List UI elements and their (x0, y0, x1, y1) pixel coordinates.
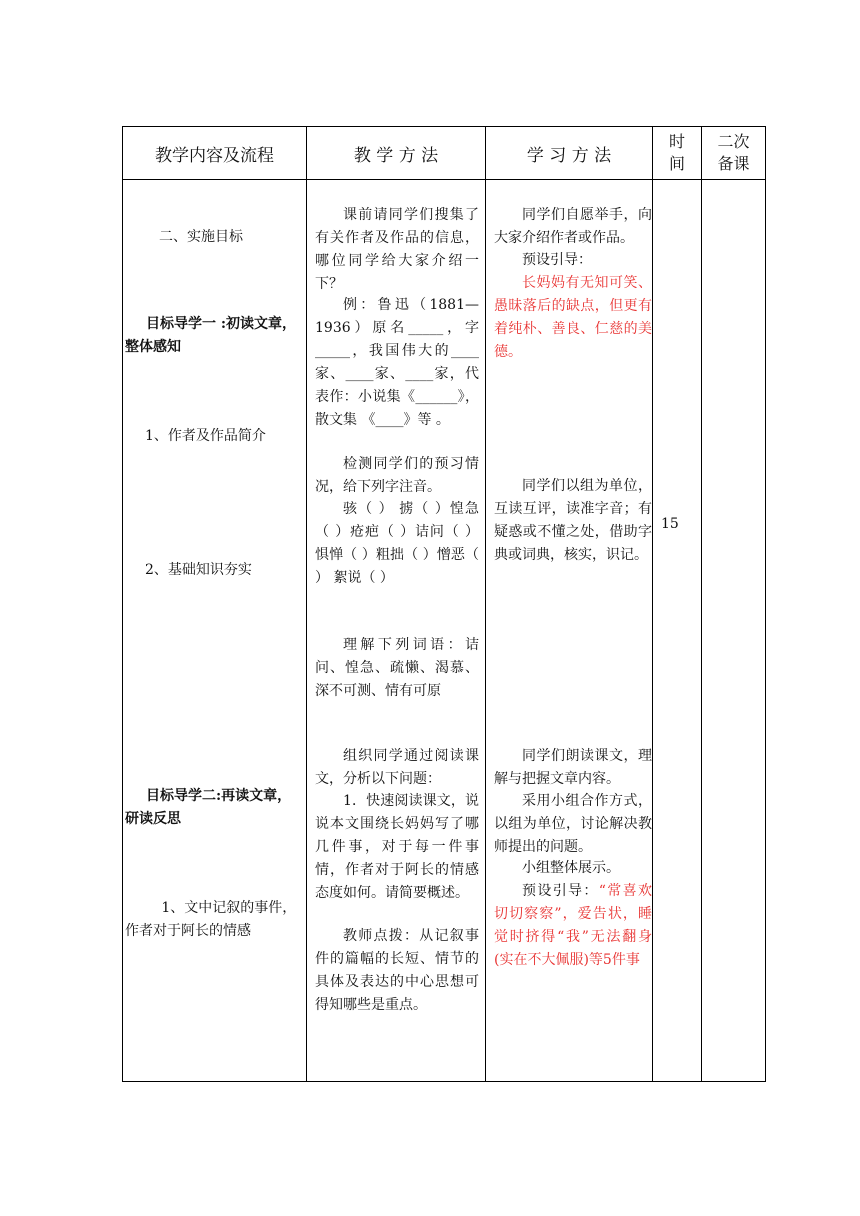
header-learning-method: 学 习 方 法 (486, 127, 653, 180)
teaching-p7-question: 1．快速阅读课文，说说本文围绕长妈妈写了哪几件事，对于每一件事情，作者对于阿长的情感态度如何。请简要概述。 (315, 793, 479, 901)
learning-p5: 同学们朗读课文，理解与把握文章内容。 (494, 748, 652, 787)
header-time-text: 时间 (669, 132, 686, 173)
header-time (653, 127, 702, 180)
teaching-p4-pinyin: 骇（ ） 掳（ ）惶急（ ）疮疤（ ）诘问（ ） 惧惮（ ）粗拙（ ）憎恶（ ） 絮说（ ） (315, 501, 479, 586)
learning-p8-prefix: 预设引导： (522, 883, 599, 899)
learning-method-cell (486, 180, 653, 1082)
teaching-p1: 课前请同学们搜集了有关作者及作品的信息，哪位同学给大家介绍一下？ (315, 207, 479, 292)
teaching-p8-guidance: 教师点拨：从记叙事件的篇幅的长短、情节的具体及表达的中心思想可得知哪些是重点。 (315, 928, 479, 1013)
teaching-p2-author-fill: 例：鲁迅（1881—1936）原名_____，字_____，我国伟大的____家、____家、____家，代表作：小说集《______》，散文集 《____》等 。 (315, 297, 479, 428)
goal2-title: 目标导学二:再读文章，研读反思 (125, 788, 292, 827)
lesson-plan-table (122, 126, 766, 1082)
header-second-prep (702, 127, 766, 180)
goal2-item-events: 1、文中记叙的事件，作者对于阿长的情感 (125, 900, 297, 939)
learning-p6: 采用小组合作方式，以组为单位，讨论解决教师提出的问题。 (494, 793, 652, 855)
teaching-p5-vocab: 理解下列词语：诘问、惶急、疏懒、渴慕、深不可测、情有可原 (315, 637, 479, 699)
learning-p2: 预设引导： (522, 252, 592, 268)
body-row (123, 180, 766, 1082)
learning-p4: 同学们以组为单位，互读互评，读准字音；有疑惑或不懂之处，借助字典或词典，核实，识记。 (494, 478, 652, 563)
goal1-item-author-intro: 1、作者及作品简介 (145, 428, 266, 444)
time-value: 15 (661, 516, 679, 532)
learning-p3-red: 长妈妈有无知可笑、愚昧落后的缺点，但更有着纯朴、善良、仁慈的美德。 (494, 275, 652, 360)
second-prep-cell (702, 180, 766, 1082)
goal1-item-basic-knowledge: 2、基础知识夯实 (145, 562, 252, 578)
goal1-title: 目标导学一 :初读文章，整体感知 (125, 316, 297, 355)
header-teaching-method: 教 学 方 法 (307, 127, 486, 180)
header-content-flow: 教学内容及流程 (123, 127, 307, 180)
content-flow-cell (123, 180, 307, 1082)
implement-goal-heading: 二、实施目标 (159, 229, 243, 245)
learning-p8-red: “常喜欢切切察察”，爱告状，睡觉时挤得“我”无法翻身(实在不大佩服)等5件事 (494, 883, 652, 968)
header-second-prep-text: 二次备课 (717, 132, 750, 173)
teaching-p3: 检测同学们的预习情况，给下列字注音。 (315, 456, 479, 495)
learning-p1: 同学们自愿举手，向大家介绍作者或作品。 (494, 207, 652, 246)
learning-p7: 小组整体展示。 (522, 860, 620, 876)
learning-p8 (494, 880, 652, 972)
teaching-p6: 组织同学通过阅读课文，分析以下问题： (315, 748, 479, 787)
teaching-method-cell (307, 180, 486, 1082)
time-cell (653, 180, 702, 1082)
header-row (123, 127, 766, 180)
